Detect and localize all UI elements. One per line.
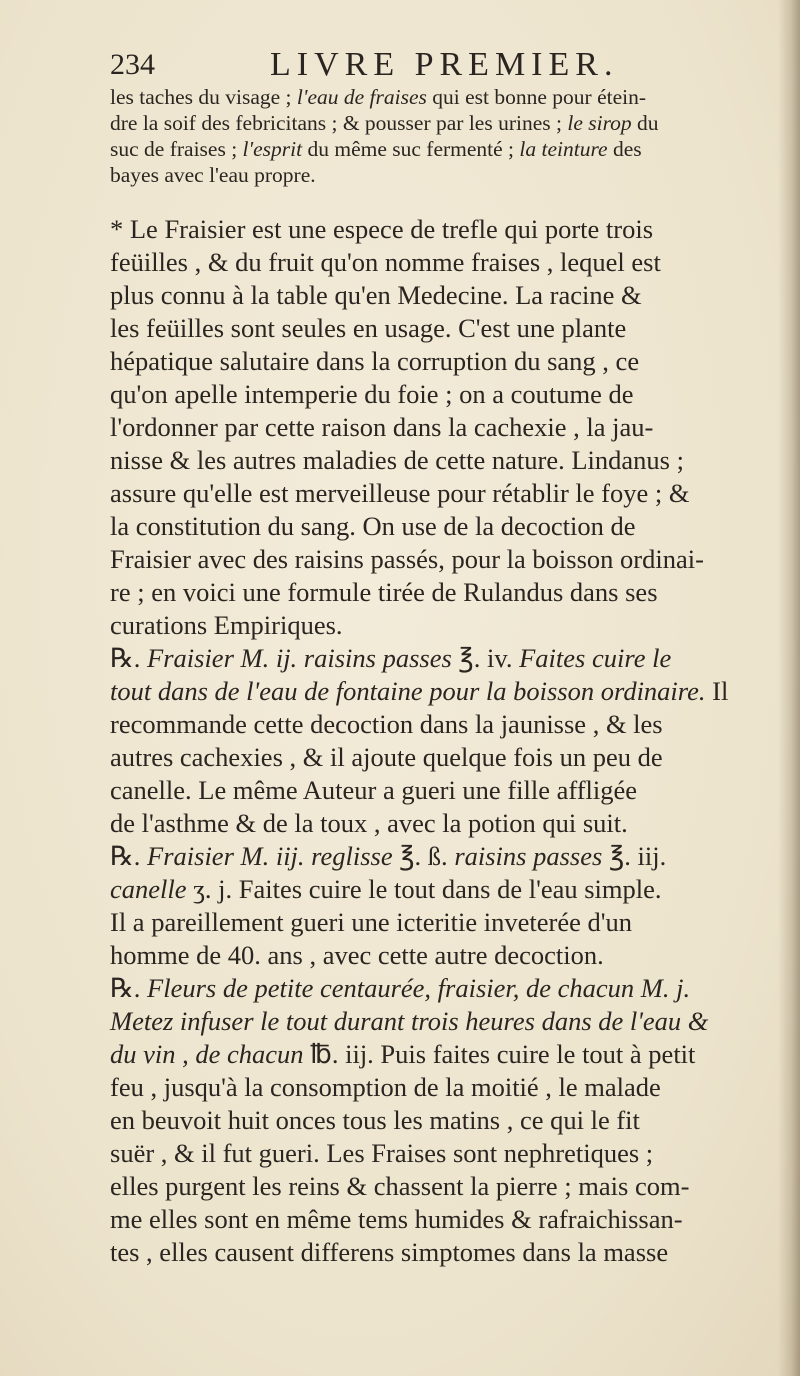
text-run: ℔. iij. Puis faites cuire le tout à petit bbox=[303, 1039, 696, 1069]
text-run: curations Empiriques. bbox=[110, 610, 343, 640]
text-line bbox=[110, 411, 760, 444]
text-line bbox=[110, 136, 760, 162]
text-line bbox=[110, 1203, 760, 1236]
page-header bbox=[110, 46, 770, 88]
text-line bbox=[110, 1236, 760, 1269]
body-text bbox=[110, 84, 760, 1269]
page-shadow-edge bbox=[778, 0, 800, 1376]
text-line bbox=[110, 972, 760, 1005]
text-line bbox=[110, 708, 760, 741]
text-run: * Le Fraisier est une espece de trefle qui porte trois bbox=[110, 214, 654, 244]
italic-run: l'eau de fraises bbox=[296, 85, 427, 109]
paragraph-fraisier bbox=[110, 213, 760, 1269]
italic-run: Fraisier M. ij. raisins passes bbox=[147, 643, 452, 673]
italic-run: tout dans de l'eau de fontaine pour la boisson ordinaire. bbox=[110, 676, 706, 706]
italic-run: du vin , de chacun bbox=[110, 1039, 304, 1069]
text-run: les feüilles sont seules en usage. C'est une plante bbox=[110, 313, 627, 343]
text-line bbox=[110, 312, 760, 345]
text-run: autres cachexies , & il ajoute quelque fois un peu de bbox=[110, 742, 663, 772]
text-run: hépatique salutaire dans la corruption du sang , ce bbox=[110, 346, 640, 376]
italic-run: Fleurs de petite centaurée, fraisier, de chacun M. j. bbox=[147, 973, 691, 1003]
paragraph-previous-continuation bbox=[110, 84, 760, 188]
text-run: qu'on apelle intemperie du foie ; on a coutume de bbox=[110, 379, 634, 409]
text-line bbox=[110, 642, 760, 675]
text-run: ʒ. j. Faites cuire le tout dans de l'eau simple. bbox=[186, 874, 662, 904]
text-run: la constitution du sang. On use de la decoction de bbox=[110, 511, 636, 541]
text-line bbox=[110, 741, 760, 774]
text-run: feüilles , & du fruit qu'on nomme fraises , lequel est bbox=[110, 247, 661, 277]
text-run: en beuvoit huit onces tous les matins , ce qui le fit bbox=[110, 1105, 640, 1135]
text-run: qui est bonne pour étein- bbox=[426, 85, 647, 109]
text-run: l'ordonner par cette raison dans la cachexie , la jau- bbox=[110, 412, 654, 442]
running-title: LIVRE PREMIER. bbox=[270, 46, 619, 83]
italic-run: Metez infuser le tout durant trois heures dans de l'eau & bbox=[110, 1006, 709, 1036]
text-line bbox=[110, 609, 760, 642]
text-line bbox=[110, 774, 760, 807]
text-line bbox=[110, 675, 760, 708]
italic-run: l'esprit bbox=[242, 137, 303, 161]
text-run: homme de 40. ans , avec cette autre decoction. bbox=[110, 940, 604, 970]
text-line bbox=[110, 477, 760, 510]
text-run: assure qu'elle est merveilleuse pour rétablir le foye ; & bbox=[110, 478, 690, 508]
italic-run: canelle bbox=[110, 874, 187, 904]
text-run: tes , elles causent differens simptomes dans la masse bbox=[110, 1237, 669, 1267]
text-run: des bbox=[607, 137, 642, 161]
text-line bbox=[110, 162, 760, 188]
text-line bbox=[110, 378, 760, 411]
text-line bbox=[110, 1038, 760, 1071]
page-number: 234 bbox=[110, 48, 155, 81]
italic-run: Faites cuire le bbox=[519, 643, 672, 673]
text-run: bayes avec l'eau propre. bbox=[110, 163, 316, 187]
text-line bbox=[110, 1005, 760, 1038]
text-line bbox=[110, 906, 760, 939]
text-run: Il bbox=[705, 676, 729, 706]
text-run: suc de fraises ; bbox=[110, 137, 243, 161]
text-run: du même suc fermenté ; bbox=[302, 137, 520, 161]
text-line bbox=[110, 279, 760, 312]
italic-run: le sirop bbox=[567, 111, 632, 135]
text-run: les taches du visage ; bbox=[110, 85, 297, 109]
text-line bbox=[110, 1104, 760, 1137]
text-run: recommande cette decoction dans la jaunisse , & les bbox=[110, 709, 663, 739]
text-run: ℥. iij. bbox=[602, 841, 667, 871]
text-run: Il a pareillement gueri une icteritie inveterée d'un bbox=[110, 907, 633, 937]
text-run: canelle. Le même Auteur a gueri une fille affligée bbox=[110, 775, 638, 805]
text-line bbox=[110, 1170, 760, 1203]
text-run: Fraisier avec des raisins passés, pour la boisson ordinai- bbox=[110, 544, 704, 574]
text-run: re ; en voici une formule tirée de Rulandus dans ses bbox=[110, 577, 658, 607]
text-line bbox=[110, 213, 760, 246]
text-line bbox=[110, 246, 760, 279]
text-line bbox=[110, 1137, 760, 1170]
text-line bbox=[110, 576, 760, 609]
text-line bbox=[110, 807, 760, 840]
paragraph-gap bbox=[110, 188, 760, 213]
text-run: suër , & il fut gueri. Les Fraises sont nephretiques ; bbox=[110, 1138, 654, 1168]
italic-run: raisins passes bbox=[454, 841, 603, 871]
text-line bbox=[110, 873, 760, 906]
text-line bbox=[110, 110, 760, 136]
italic-run: Fraisier M. iij. reglisse bbox=[147, 841, 393, 871]
text-run: ℞. bbox=[110, 973, 148, 1003]
text-run: feu , jusqu'à la consomption de la moitié , le malade bbox=[110, 1072, 661, 1102]
text-run: nisse & les autres maladies de cette nature. Lindanus ; bbox=[110, 445, 684, 475]
text-line bbox=[110, 939, 760, 972]
text-run: du bbox=[631, 111, 659, 135]
text-run: plus connu à la table qu'en Medecine. La racine & bbox=[110, 280, 642, 310]
text-line bbox=[110, 84, 760, 110]
text-run: dre la soif des febricitans ; & pousser par les urines ; bbox=[110, 111, 568, 135]
text-line bbox=[110, 510, 760, 543]
text-line bbox=[110, 444, 760, 477]
italic-run: la teinture bbox=[519, 137, 608, 161]
text-line bbox=[110, 543, 760, 576]
text-line bbox=[110, 840, 760, 873]
text-run: ℞. bbox=[110, 841, 148, 871]
text-run: elles purgent les reins & chassent la pierre ; mais com- bbox=[110, 1171, 690, 1201]
text-run: ℥. ß. bbox=[392, 841, 455, 871]
text-run: de l'asthme & de la toux , avec la potion qui suit. bbox=[110, 808, 628, 838]
text-run: ℞. bbox=[110, 643, 148, 673]
text-line bbox=[110, 345, 760, 378]
text-line bbox=[110, 1071, 760, 1104]
text-run: me elles sont en même tems humides & rafraichissan- bbox=[110, 1204, 683, 1234]
text-run: ℥. iv. bbox=[451, 643, 520, 673]
